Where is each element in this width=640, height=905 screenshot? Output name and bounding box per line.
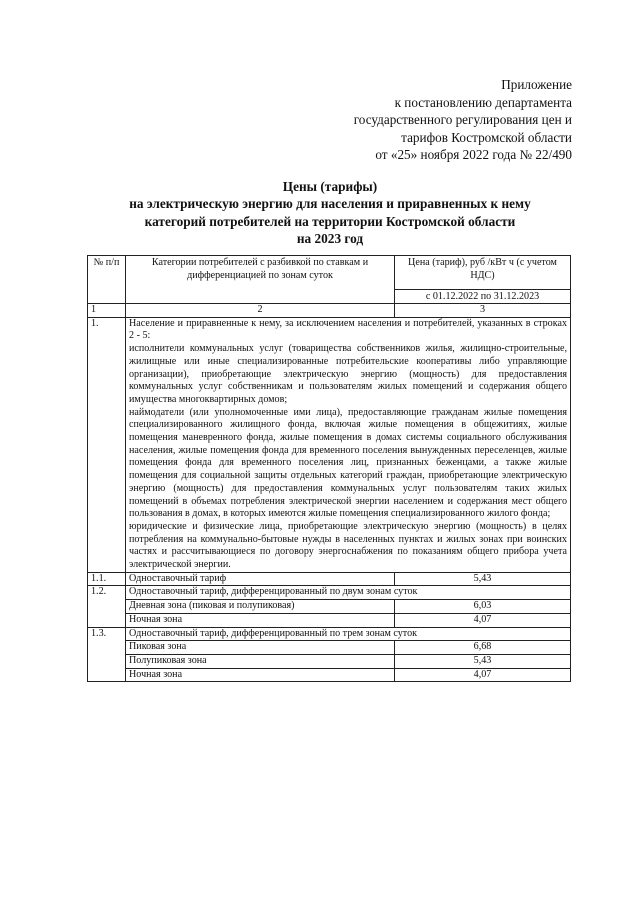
- header-category: Категории потребителей с разбивкой по ставкам и дифференциацией по зонам суток: [126, 256, 395, 304]
- description-paragraph: Население и приравненные к нему, за исключением населения и потребителей, указанных в строках 2 - 5:: [129, 317, 567, 342]
- row-number: 1.1.: [88, 572, 126, 586]
- row-number: 1.2.: [88, 586, 126, 627]
- zone-label: Ночная зона: [126, 668, 395, 682]
- appendix-line: от «25» ноября 2022 года № 22/490: [375, 147, 572, 163]
- zone-price: 5,43: [395, 654, 571, 668]
- description-paragraph: юридические и физические лица, приобретающие электрическую энергию (мощность) в целях потребления на коммунально-бытовые нужды в населенных пунктах и жилых зонах при воинских частях и рассчитывающиеся по договору энергоснабжения по показаниям общего прибора учета электрической энергии.: [129, 520, 567, 571]
- appendix-header: [354, 76, 572, 164]
- table-row: [88, 317, 571, 572]
- appendix-line: тарифов Костромской области: [401, 129, 572, 145]
- tariff-table: [87, 255, 571, 682]
- tariff-price: 5,43: [395, 572, 571, 586]
- tariff-label: Одноставочный тариф, дифференцированный по двум зонам суток: [126, 586, 571, 600]
- table-row: [88, 668, 571, 682]
- column-number: 2: [126, 304, 395, 318]
- column-numbers-row: [88, 304, 571, 318]
- zone-label: Пиковая зона: [126, 641, 395, 655]
- row-number: 1.3.: [88, 627, 126, 682]
- table-header-row: [88, 256, 571, 290]
- appendix-line: к постановлению департамента: [394, 94, 572, 110]
- zone-price: 6,03: [395, 600, 571, 614]
- column-number: 3: [395, 304, 571, 318]
- title-line: Цены (тарифы): [282, 179, 378, 194]
- title-line: на 2023 год: [296, 231, 364, 247]
- title-line: на электрическую энергию для населения и приравненных к нему: [129, 196, 531, 212]
- zone-label: Полупиковая зона: [126, 654, 395, 668]
- zone-price: 4,07: [395, 668, 571, 682]
- description-paragraph: наймодатели (или уполномоченные ими лица), предоставляющие гражданам жилые помещения специализированного жилищного фонда, включая жилые помещения в общежитиях, жилые помещения маневренного фонда, жилые помещения в домах системы социального обслуживания населения, жилые помещения фонда для временного поселения вынужденных переселенцев, жилые помещения фонда для временного поселения лиц, признанных беженцами, а также жилые помещения для социальной защиты отдельных категорий граждан, приобретающие электрическую энергию (мощность) для предоставления коммунальных услуг пользователям таких жилых помещений в объемах потребления электрической энергии населением и содержания мест общего пользования в домах, в которых имеются жилые помещения специализированного жилого фонда;: [129, 406, 567, 520]
- header-price: Цена (тариф), руб /кВт ч (с учетом НДС): [395, 256, 571, 290]
- zone-label: Дневная зона (пиковая и полупиковая): [126, 600, 395, 614]
- tariff-label: Одноставочный тариф: [126, 572, 395, 586]
- appendix-line: Приложение: [501, 77, 572, 92]
- zone-label: Ночная зона: [126, 613, 395, 627]
- table-row: [88, 627, 571, 641]
- title-line: категорий потребителей на территории Костромской области: [144, 213, 516, 229]
- header-num: № п/п: [88, 256, 126, 304]
- zone-price: 6,68: [395, 641, 571, 655]
- document-title: [90, 178, 570, 248]
- zone-price: 4,07: [395, 613, 571, 627]
- table-row: [88, 641, 571, 655]
- table-row: [88, 600, 571, 614]
- table-row: [88, 613, 571, 627]
- row-number: 1.: [88, 317, 126, 572]
- tariff-label: Одноставочный тариф, дифференцированный по трем зонам суток: [126, 627, 571, 641]
- table-row: [88, 654, 571, 668]
- table-row: [88, 586, 571, 600]
- appendix-line: государственного регулирования цен и: [353, 112, 572, 128]
- table-row: [88, 572, 571, 586]
- description-paragraph: исполнители коммунальных услуг (товарищества собственников жилья, жилищно-строительные, жилищные или иные специализированные потребительские кооперативы либо управляющие организации), приобретающие электрическую энергию (мощность) для предоставления коммунальных услуг собственникам и пользователям жилых помещений и содержания общего имущества многоквартирных домов;: [129, 343, 567, 405]
- population-description: [126, 317, 571, 572]
- header-period: с 01.12.2022 по 31.12.2023: [395, 290, 571, 304]
- column-number: 1: [88, 304, 126, 318]
